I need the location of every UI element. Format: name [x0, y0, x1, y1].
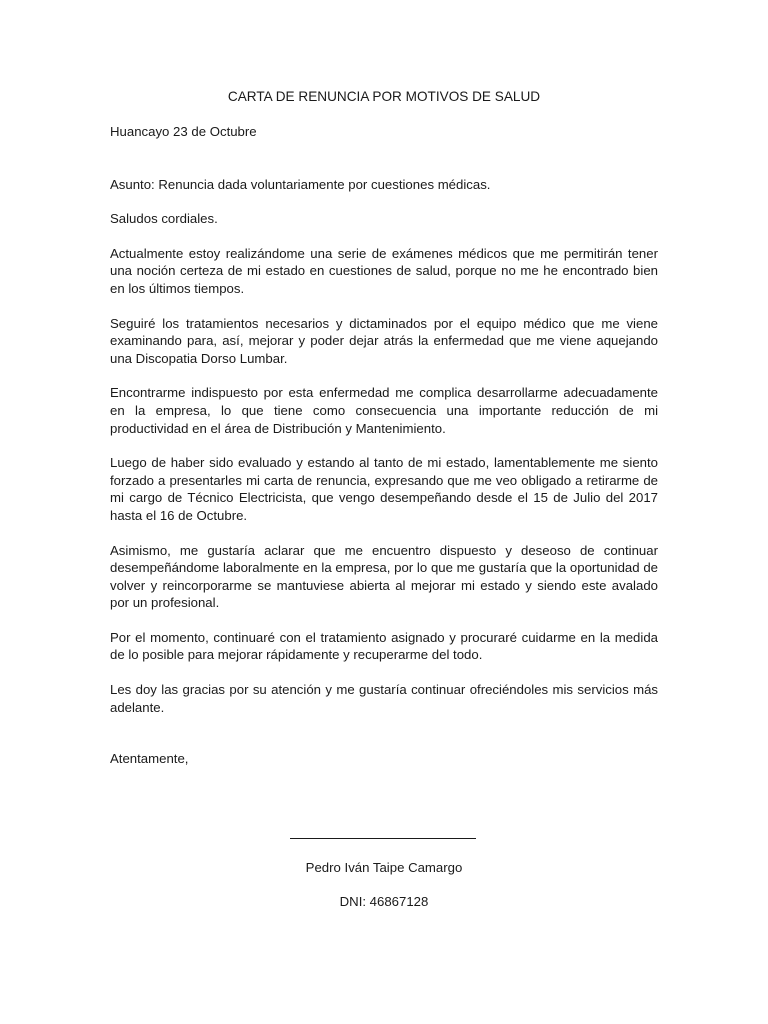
- signature-line: [290, 838, 476, 839]
- paragraph-6: Por el momento, continuaré con el tratamiento asignado y procuraré cuidarme en la medida de lo posible para mejorar rápidamente y recuperarme del todo.: [110, 629, 658, 663]
- letter-body: [110, 88, 658, 768]
- paragraph-4: Luego de haber sido evaluado y estando al tanto de mi estado, lamentablemente me siento forzado a presentarles mi carta de renuncia, expresando que me veo obligado a retirarme de mi cargo de Técnico Electricista, que vengo desempeñando desde el 15 de Julio del 2017 hasta el 16 de Octubre.: [110, 455, 658, 523]
- letter-closing: Atentamente,: [110, 751, 189, 767]
- place-date: Huancayo 23 de Octubre: [110, 124, 257, 139]
- letter-subject: Asunto: Renuncia dada voluntariamente por cuestiones médicas.: [110, 176, 491, 192]
- letter-title: CARTA DE RENUNCIA POR MOTIVOS DE SALUD: [227, 89, 541, 104]
- paragraph-1: Actualmente estoy realizándome una serie de exámenes médicos que me permitirán tener una noción certeza de mi estado en cuestiones de salud, porque no me he encontrado bien en los últimos tiempos.: [110, 245, 658, 296]
- paragraph-5: Asimismo, me gustaría aclarar que me encuentro dispuesto y deseoso de continuar desempeñándome laboralmente en la empresa, por lo que me gustaría que la oportunidad de volver y reincorporarme se mantuviese abierta al mejorar mi estado y siendo este avalado por un profesional.: [110, 542, 658, 611]
- paragraph-3: Encontrarme indispuesto por esta enfermedad me complica desarrollarme adecuadamente en la empresa, lo que tiene como consecuencia una importante reducción de mi productividad en el área de Distribución y Mantenimiento.: [110, 385, 658, 436]
- signature-dni: DNI: 46867128: [339, 894, 429, 909]
- letter-greeting: Saludos cordiales.: [110, 211, 218, 227]
- paragraph-2: Seguiré los tratamientos necesarios y dictaminados por el equipo médico que me viene examinando para, así, mejorar y poder dejar atrás la enfermedad que me viene aquejando una Discopatia Dorso Lumbar.: [110, 315, 658, 366]
- paragraph-7: Les doy las gracias por su atención y me gustaría continuar ofreciéndoles mis servicios más adelante.: [110, 682, 658, 715]
- signature-name: Pedro Iván Taipe Camargo: [305, 860, 463, 875]
